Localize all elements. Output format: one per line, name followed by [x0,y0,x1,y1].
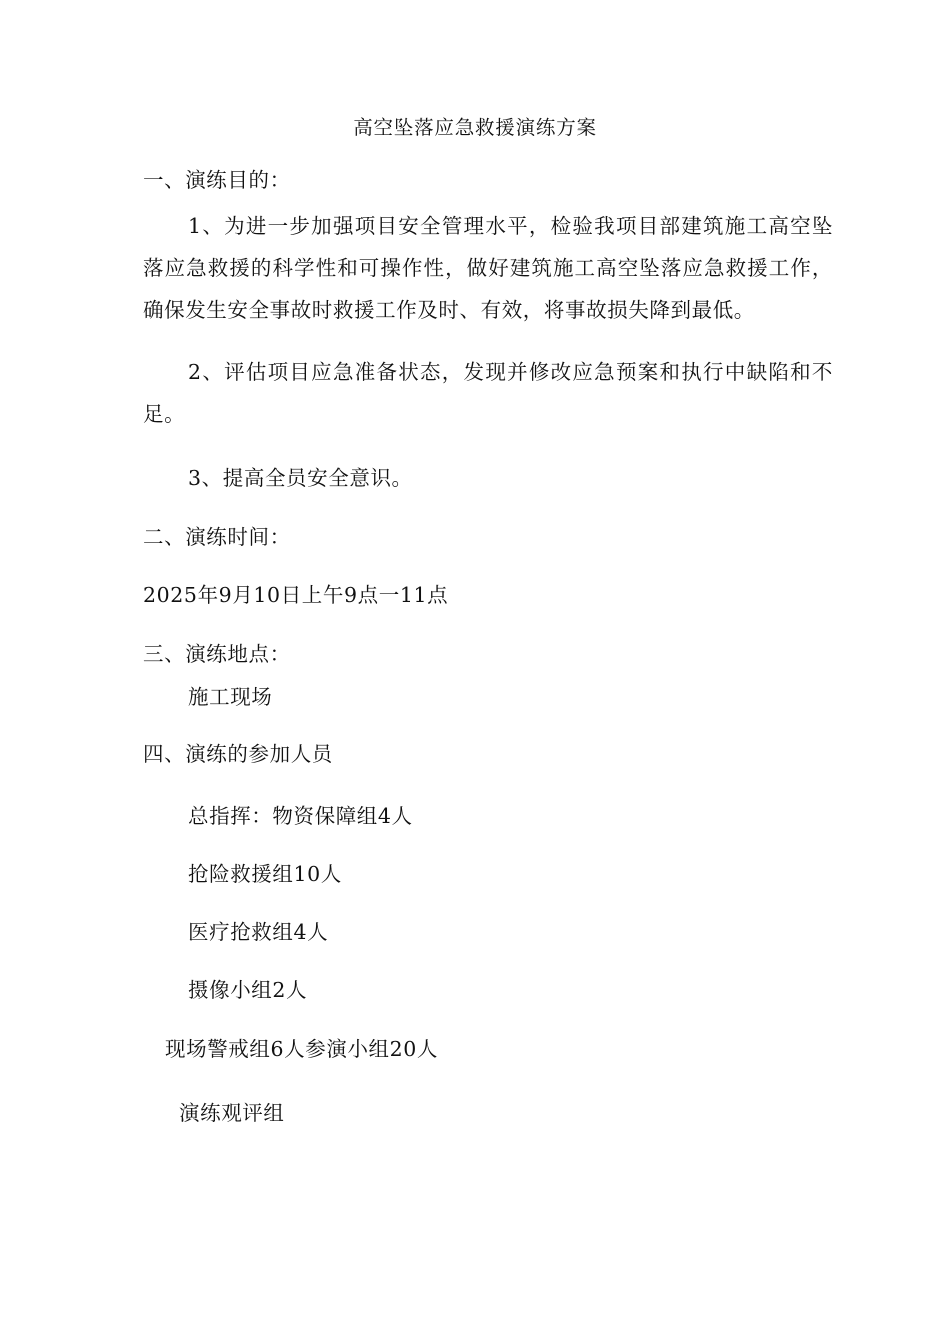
section-heading-time: 二、演练时间： [143,525,291,549]
participant-item: 现场警戒组6人参演小组20人 [165,1037,439,1061]
section-heading-location: 三、演练地点： [143,642,291,666]
participant-item: 抢险救援组10人 [188,862,342,886]
participant-item: 演练观评组 [179,1101,285,1125]
drill-time-value: 2025年9月10日上午9点一11点 [143,583,449,607]
purpose-paragraph-3: 3、提高全员安全意识。 [188,466,413,490]
purpose-paragraph-1: 1、为进一步加强项目安全管理水平，检验我项目部建筑施工高空坠落应急救援的科学性和可操作性，做好建筑施工高空坠落应急救援工作，确保发生安全事故时救援工作及时、有效，将事故损失降到最低。 [143,214,833,322]
participant-item: 摄像小组2人 [188,978,308,1002]
section-heading-purpose: 一、演练目的： [143,168,291,192]
section-heading-participants: 四、演练的参加人员 [143,742,333,766]
document-title: 高空坠落应急救援演练方案 [353,116,597,139]
participant-item: 医疗抢救组4人 [188,920,329,944]
participant-item: 总指挥：物资保障组4人 [188,804,413,828]
drill-location-value: 施工现场 [188,685,273,709]
purpose-paragraph-2: 2、评估项目应急准备状态，发现并修改应急预案和执行中缺陷和不足。 [143,360,833,426]
